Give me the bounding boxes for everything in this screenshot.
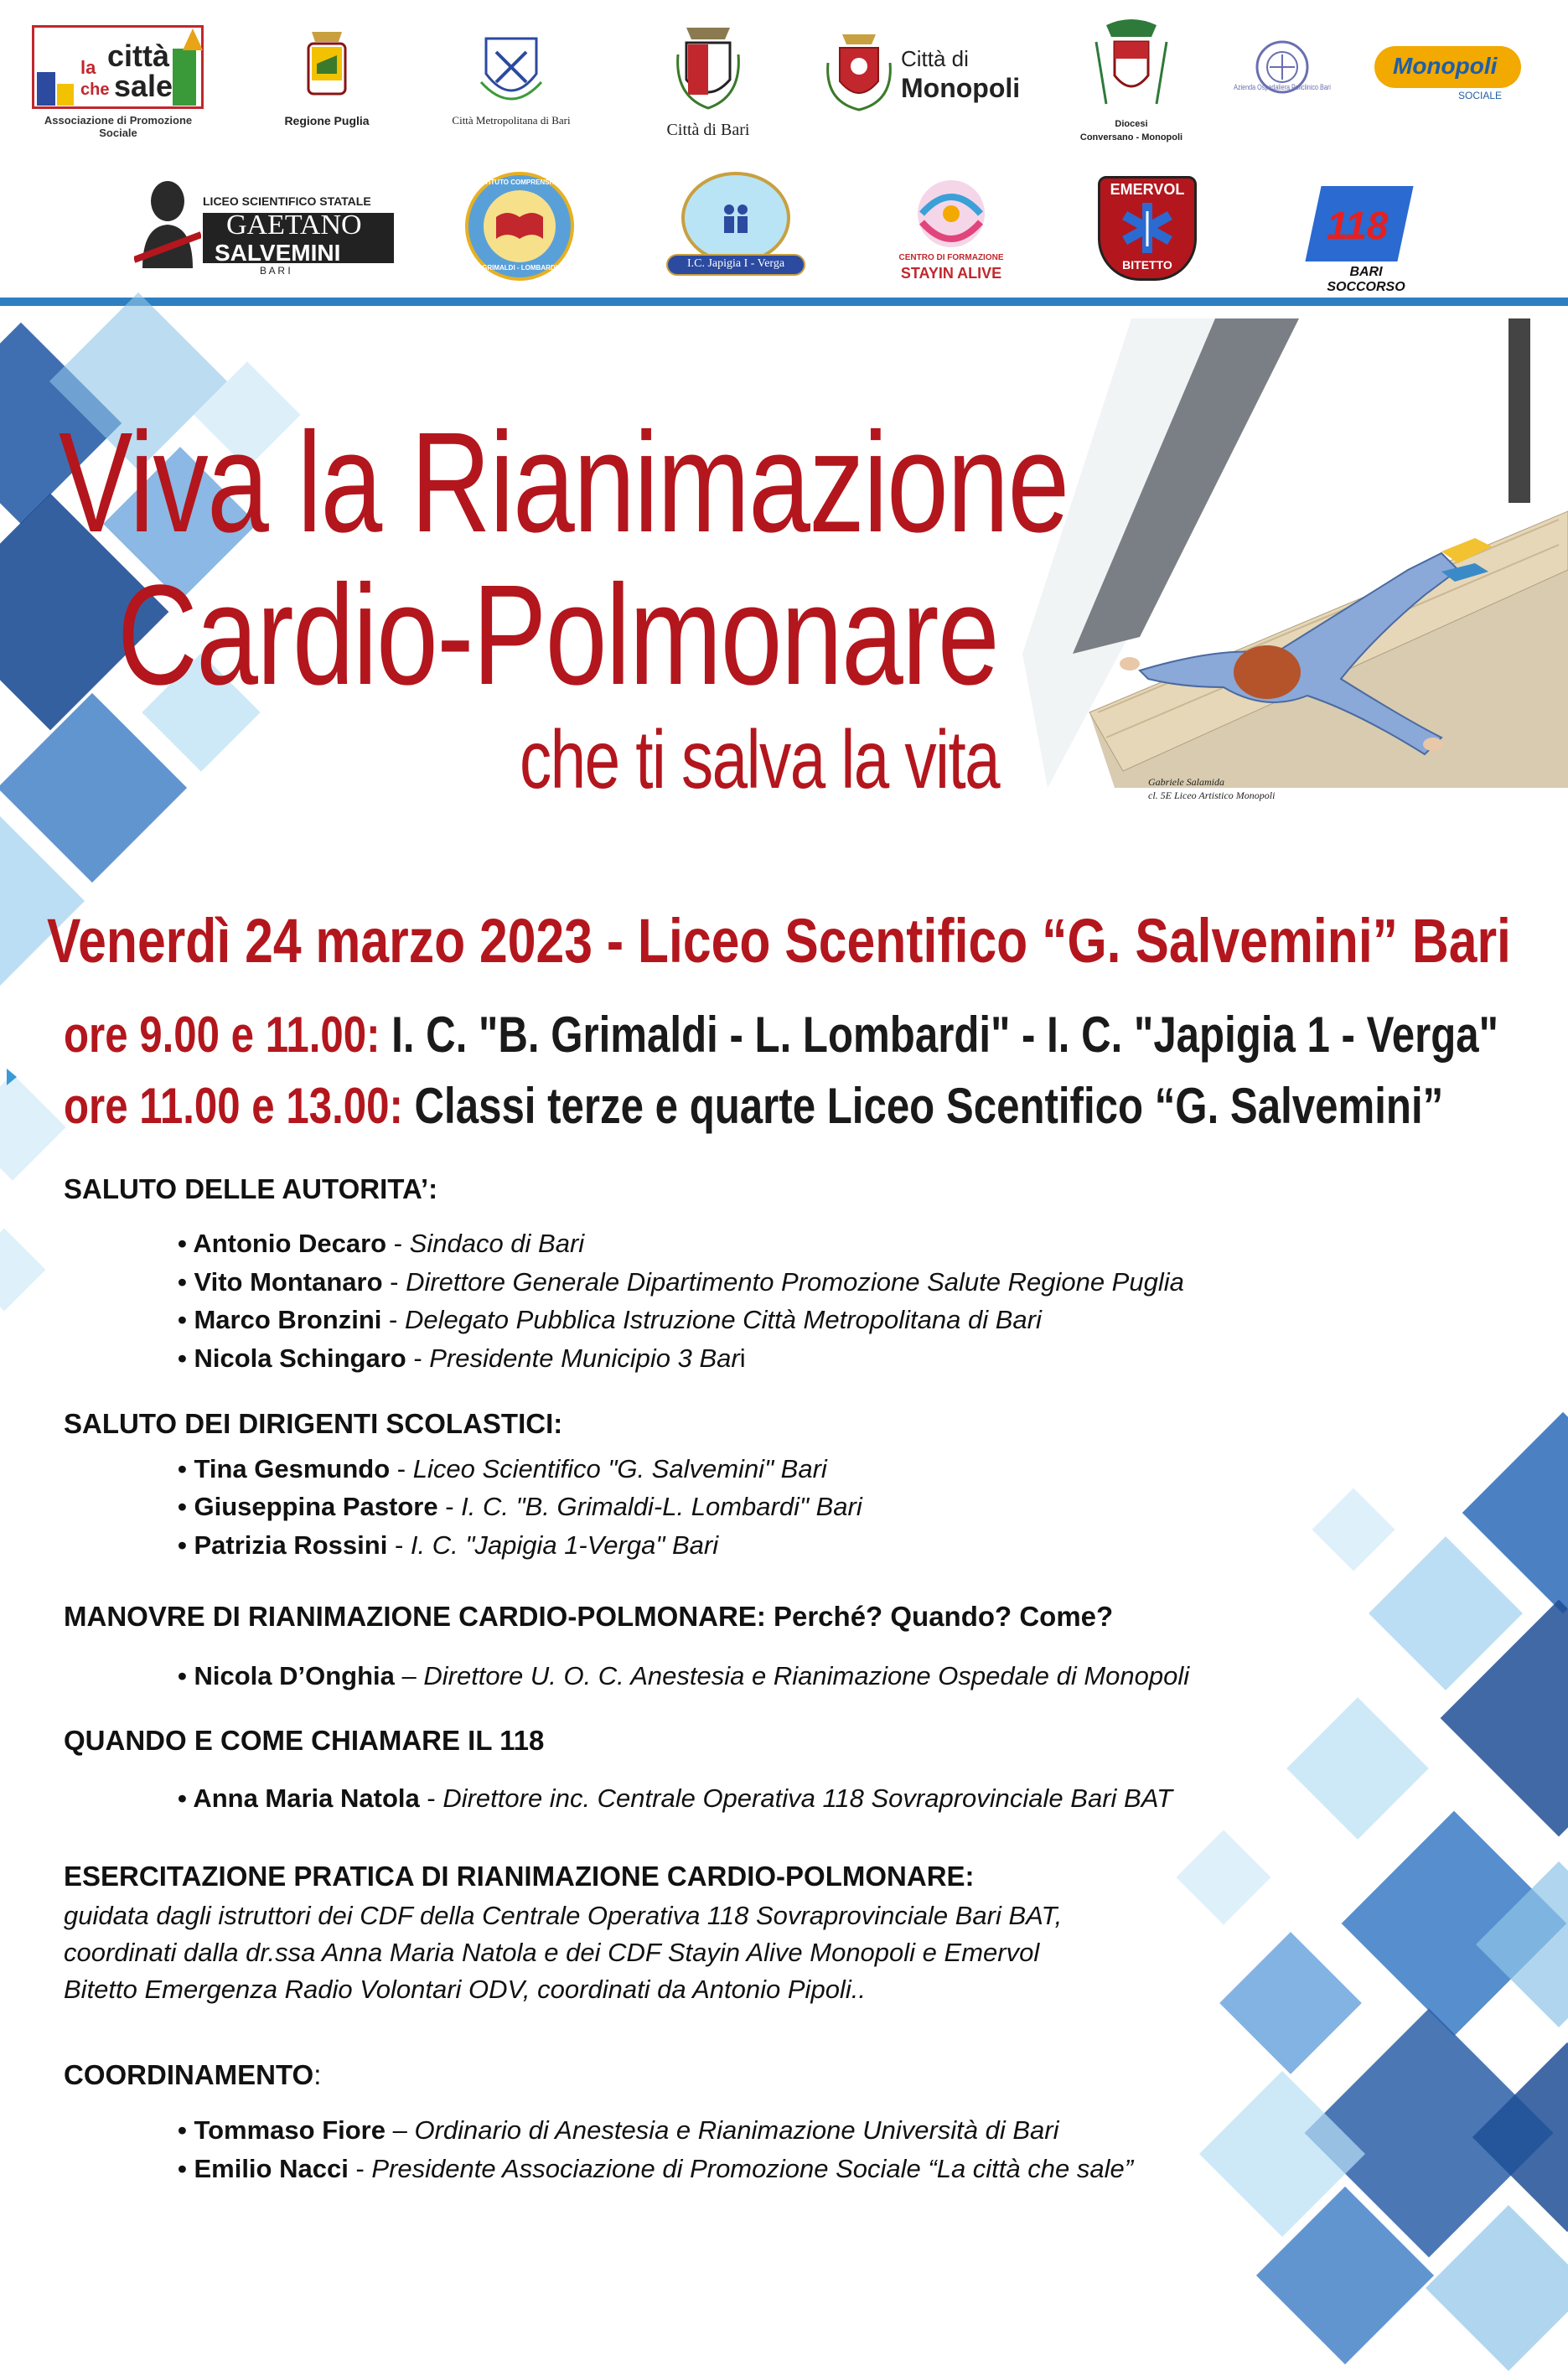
slot1-text: I. C. "B. Grimaldi - L. Lombardi" - I. C. "Japigia 1 - Verga": [391, 1007, 1498, 1063]
salvemini-line4: B A R I: [260, 265, 291, 277]
list-item: • Tommaso Fiore – Ordinario di Anestesia e Rianimazione Università di Bari: [178, 2115, 1059, 2145]
regione-puglia-logo: [268, 23, 386, 132]
metropolitana-caption: Città Metropolitana di Bari: [452, 114, 571, 127]
book-icon: [494, 205, 545, 247]
bari-soccorso-line2: BARI SOCCORSO: [1327, 265, 1405, 294]
section-coordinamento: COORDINAMENTO:: [64, 2059, 322, 2090]
event-slot-2: [64, 1077, 1443, 1135]
monopoli-sociale-line2: SOCIALE: [1458, 90, 1503, 101]
list-item: • Tina Gesmundo - Liceo Scientifico "G. Salvemini" Bari: [178, 1454, 827, 1483]
list-item: • Nicola Schingaro - Presidente Municipio 3 Bari: [178, 1343, 746, 1373]
grimaldi-lombardi-logo: [465, 172, 578, 281]
metropolitana-crest-icon: [478, 32, 545, 116]
stayin-alive-logo: [888, 176, 1014, 289]
bari-soccorso-line1: 118: [1327, 204, 1389, 247]
esercitazione-text: guidata dagli istruttori dei CDF della Centrale Operativa 118 Sovraprovinciale Bari BAT, coordinati dalla dr.ssa Anna Maria Natola e dei CDF Stayin Alive Monopoli e Emervol Bitetto Emergenza Radio Volontari ODV, coordinati da Antonio Pipoli..: [64, 1901, 1063, 2004]
regione-puglia-caption: Regione Puglia: [284, 114, 370, 127]
monopoli-sociale-line1: Monopoli: [1393, 53, 1498, 79]
slot2-text: Classi terze e quarte Liceo Scentifico “G. Salvemini”: [414, 1078, 1444, 1134]
lcs-caption: Associazione di Promozione Sociale: [44, 114, 193, 139]
diocesi-caption1: Diocesi: [1115, 119, 1148, 129]
salvemini-portrait-icon: [134, 176, 201, 268]
list-item: • Nicola D’Onghia – Direttore U. O. C. Anestesia e Rianimazione Ospedale di Monopoli: [178, 1661, 1190, 1690]
regione-puglia-crest-icon: [302, 23, 352, 103]
header-divider: [0, 298, 1568, 306]
grimaldi-line2: GRIMALDI - LOMBARDI: [482, 264, 557, 272]
salvemini-line3: SALVEMINI: [215, 240, 341, 266]
stayin-line2: STAYIN ALIVE: [900, 265, 1002, 282]
credit-line2: cl. 5E Liceo Artistico Monopoli: [1148, 789, 1276, 801]
illustration-credit: [1148, 775, 1275, 802]
section-chiamare-118: QUANDO E COME CHIAMARE IL 118: [64, 1725, 545, 1756]
diocesi-caption2: Conversano - Monopoli: [1079, 132, 1183, 142]
lcs-line4: sale: [114, 69, 173, 103]
salvemini-line2: GAETANO: [226, 210, 362, 241]
citta-di-bari-logo: [645, 21, 771, 138]
slot1-time: ore 9.00 e 11.00:: [64, 1007, 380, 1063]
title-line1: Viva la Rianimazione: [59, 403, 1069, 562]
list-item: • Emilio Nacci - Presidente Associazione di Promozione Sociale “La città che sale”: [178, 2154, 1134, 2183]
bari-soccorso-logo: [1303, 176, 1421, 294]
section-saluto-dirigenti: SALUTO DEI DIRIGENTI SCOLASTICI:: [64, 1408, 563, 1439]
star-of-life-icon: [1122, 203, 1172, 253]
list-item: • Vito Montanaro - Direttore Generale Dipartimento Promozione Salute Regione Puglia: [178, 1267, 1184, 1297]
list-item: • Patrizia Rossini - I. C. "Japigia 1-Verga" Bari: [178, 1530, 719, 1560]
citta-metropolitana-bari-logo: [427, 23, 595, 132]
monopoli-crest-icon: [821, 29, 897, 113]
credit-line1: Gabriele Salamida: [1148, 776, 1224, 788]
fallen-person-illustration: [1022, 318, 1568, 788]
liceo-salvemini-logo: [134, 176, 394, 277]
japigia-caption: I.C. Japigia I - Verga: [686, 257, 785, 270]
title-line3: che ti salva la vita: [520, 713, 1000, 805]
lcs-line1: la: [80, 57, 96, 78]
children-icon: [719, 201, 753, 235]
salvemini-line1: LICEO SCIENTIFICO STATALE: [203, 194, 371, 208]
list-item: • Marco Bronzini - Delegato Pubblica Istruzione Città Metropolitana di Bari: [178, 1305, 1042, 1334]
monopoli-line1: Città di: [901, 46, 969, 71]
section-manovre: MANOVRE DI RIANIMAZIONE CARDIO-POLMONARE: Perché? Quando? Come?: [64, 1601, 1114, 1632]
event-date-line: Venerdì 24 marzo 2023 - Liceo Scentifico “G. Salvemini” Bari: [47, 906, 1511, 976]
bari-caption: Città di Bari: [666, 121, 750, 139]
list-item: • Giuseppina Pastore - I. C. "B. Grimaldi-L. Lombardi" Bari: [178, 1492, 862, 1521]
bari-crest-icon: [675, 21, 742, 113]
title-line2: Cardio-Polmonare: [117, 556, 999, 715]
citta-di-monopoli-logo: [821, 29, 1022, 122]
list-item: • Anna Maria Natola - Direttore inc. Centrale Operativa 118 Sovraprovinciale Bari BAT: [178, 1783, 1173, 1813]
emervol-line2: BITETTO: [1122, 258, 1172, 272]
section-saluto-autorita: SALUTO DELLE AUTORITA’:: [64, 1173, 438, 1204]
emervol-logo: [1094, 176, 1203, 285]
lcs-line3: che: [80, 80, 110, 99]
grimaldi-line1: ISTITUTO COMPRENSIVO: [478, 179, 561, 186]
arrow-marker-icon: [7, 1069, 17, 1085]
section-esercitazione: ESERCITAZIONE PRATICA DI RIANIMAZIONE CARDIO-POLMONARE:: [64, 1861, 975, 1892]
azienda-policlinico-logo: [1224, 38, 1341, 122]
list-item: • Antonio Decaro - Sindaco di Bari: [178, 1229, 585, 1258]
monopoli-sociale-logo: [1374, 46, 1521, 105]
stayin-alive-emblem-icon: [905, 176, 997, 251]
diocesi-logo: [1069, 17, 1194, 151]
slot2-time: ore 11.00 e 13.00:: [64, 1078, 403, 1134]
diocesi-crest-icon: [1089, 17, 1173, 109]
lcs-line2: città: [107, 39, 170, 73]
monopoli-line2: Monopoli: [901, 73, 1021, 103]
event-slot-1: [64, 1006, 1498, 1064]
la-citta-che-sale-logo: [30, 23, 206, 139]
emervol-line1: EMERVOL: [1110, 181, 1185, 198]
policlinico-caption: Azienda Ospedaliera Policlinico Bari: [1234, 83, 1331, 91]
stayin-line1: CENTRO DI FORMAZIONE: [898, 253, 1004, 262]
japigia-verga-logo: [666, 172, 809, 281]
